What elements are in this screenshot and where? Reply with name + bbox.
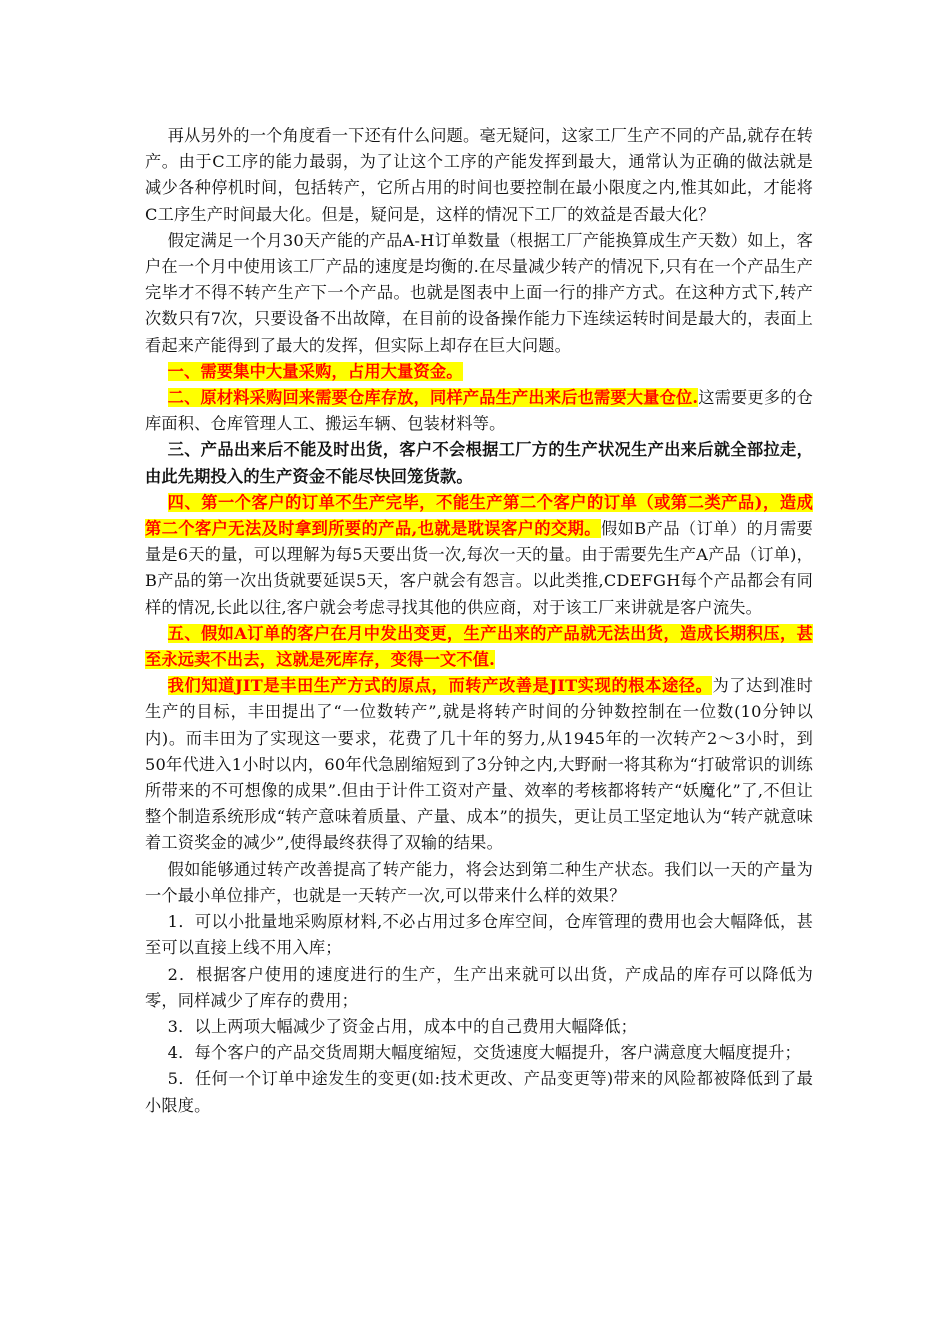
problem-4-highlight: 四、第一个客户的订单不生产完毕，不能生产第二个客户的订单（或第二类产品)，造成第二个客户无法及时拿到所要的产品,也就是耽误客户的交期。 [145, 492, 813, 539]
problem-4 [145, 490, 813, 621]
paragraph-second-state: 假如能够通过转产改善提高了转产能力，将会达到第二种生产状态。我们以一天的产量为一个最小单位排产，也就是一天转产一次,可以带来什么样的效果？ [145, 859, 813, 905]
jit-text: 为了达到准时生产的目标，丰田提出了“一位数转产”,就是将转产时间的分钟数控制在一位数(10分钟以内)。而丰田为了实现这一要求，花费了几十年的努力,从1945年的一次转产2～3小时，到50年代进入1小时以内，60年代急剧缩短到了3分钟之内,大野耐一将其称为“打破常识的训练所带来的不可想像的成果”.但由于计件工资对产量、效率的考核都将转产“妖魔化”了,不但让整个制造系统形成“转产意味着质量、产量、成本”的损失，更让员工坚定地认为“转产就意味着工资奖金的减少”,使得最终获得了双输的结果。 [145, 676, 813, 853]
document-body [145, 123, 813, 1119]
jit-highlight: 我们知道JIT是丰田生产方式的原点，而转产改善是JIT实现的根本途径。 [167, 676, 713, 696]
problem-1 [145, 359, 813, 385]
list-item: 4．每个客户的产品交货周期大幅度缩短，交货速度大幅提升，客户满意度大幅度提升； [167, 1043, 801, 1063]
problem-2 [145, 385, 813, 437]
list-item: 1．可以小批量地采购原材料,不必占用过多仓库空间，仓库管理的费用也会大幅降低，甚至可以直接上线不用入库； [145, 912, 813, 958]
problem-5 [145, 621, 813, 673]
paragraph-intro: 再从另外的一个角度看一下还有什么问题。毫无疑问，这家工厂生产不同的产品,就存在转产。由于C工序的能力最弱，为了让这个工序的产能发挥到最大，通常认为正确的做法就是减少各种停机时间，包括转产，它所占用的时间也要控制在最小限度之内,惟其如此，才能将C工序生产时间最大化。但是，疑问是，这样的情况下工厂的效益是否最大化？ [145, 126, 813, 224]
problem-4-text: 假如B产品（订单）的月需要量是6天的量，可以理解为每5天要出货一次,每次一天的量。由于需要先生产A产品（订单)，B产品的第一次出货就要延误5天，客户就会有怨言。以此类推,CDEFGH每个产品都会有同样的情况,长此以往,客户就会考虑寻找其他的供应商，对于该工厂来讲就是客户流失。 [145, 519, 813, 617]
list-item: 2．根据客户使用的速度进行的生产，生产出来就可以出货，产成品的库存可以降低为零，同样减少了库存的费用； [145, 964, 813, 1010]
problem-1-highlight: 一、需要集中大量采购，占用大量资金。 [167, 361, 463, 381]
problem-2-text: 这需要更多的仓库面积、仓库管理人工、搬运车辆、包装材料等。 [145, 388, 813, 434]
list-item: 3．以上两项大幅减少了资金占用，成本中的自己费用大幅降低； [167, 1016, 638, 1036]
paragraph-assumption: 假定满足一个月30天产能的产品A-H订单数量（根据工厂产能换算成生产天数）如上，客户在一个月中使用该工厂产品的速度是均衡的.在尽量减少转产的情况下,只有在一个产品生产完毕才不得不转产生产下一个产品。也就是图表中上面一行的排产方式。在这种方式下,转产次数只有7次，只要设备不出故障，在目前的设备操作能力下连续运转时间是最大的，表面上看起来产能得到了最大的发挥，但实际上却存在巨大问题。 [145, 230, 813, 355]
problem-3: 三、产品出来后不能及时出货，客户不会根据工厂方的生产状况生产出来后就全部拉走，由此先期投入的生产资金不能尽快回笼货款。 [145, 440, 813, 486]
problem-2-highlight: 二、原材料采购回来需要仓库存放，同样产品生产出来后也需要大量仓位. [167, 388, 699, 408]
list-item: 5．任何一个订单中途发生的变更(如:技术更改、产品变更等)带来的风险都被降低到了最小限度。 [145, 1069, 813, 1115]
jit-paragraph [145, 673, 813, 856]
problem-5-highlight: 五、假如A订单的客户在月中发出变更，生产出来的产品就无法出货，造成长期积压，甚至永远卖不出去，这就是死库存，变得一文不值. [145, 623, 813, 670]
